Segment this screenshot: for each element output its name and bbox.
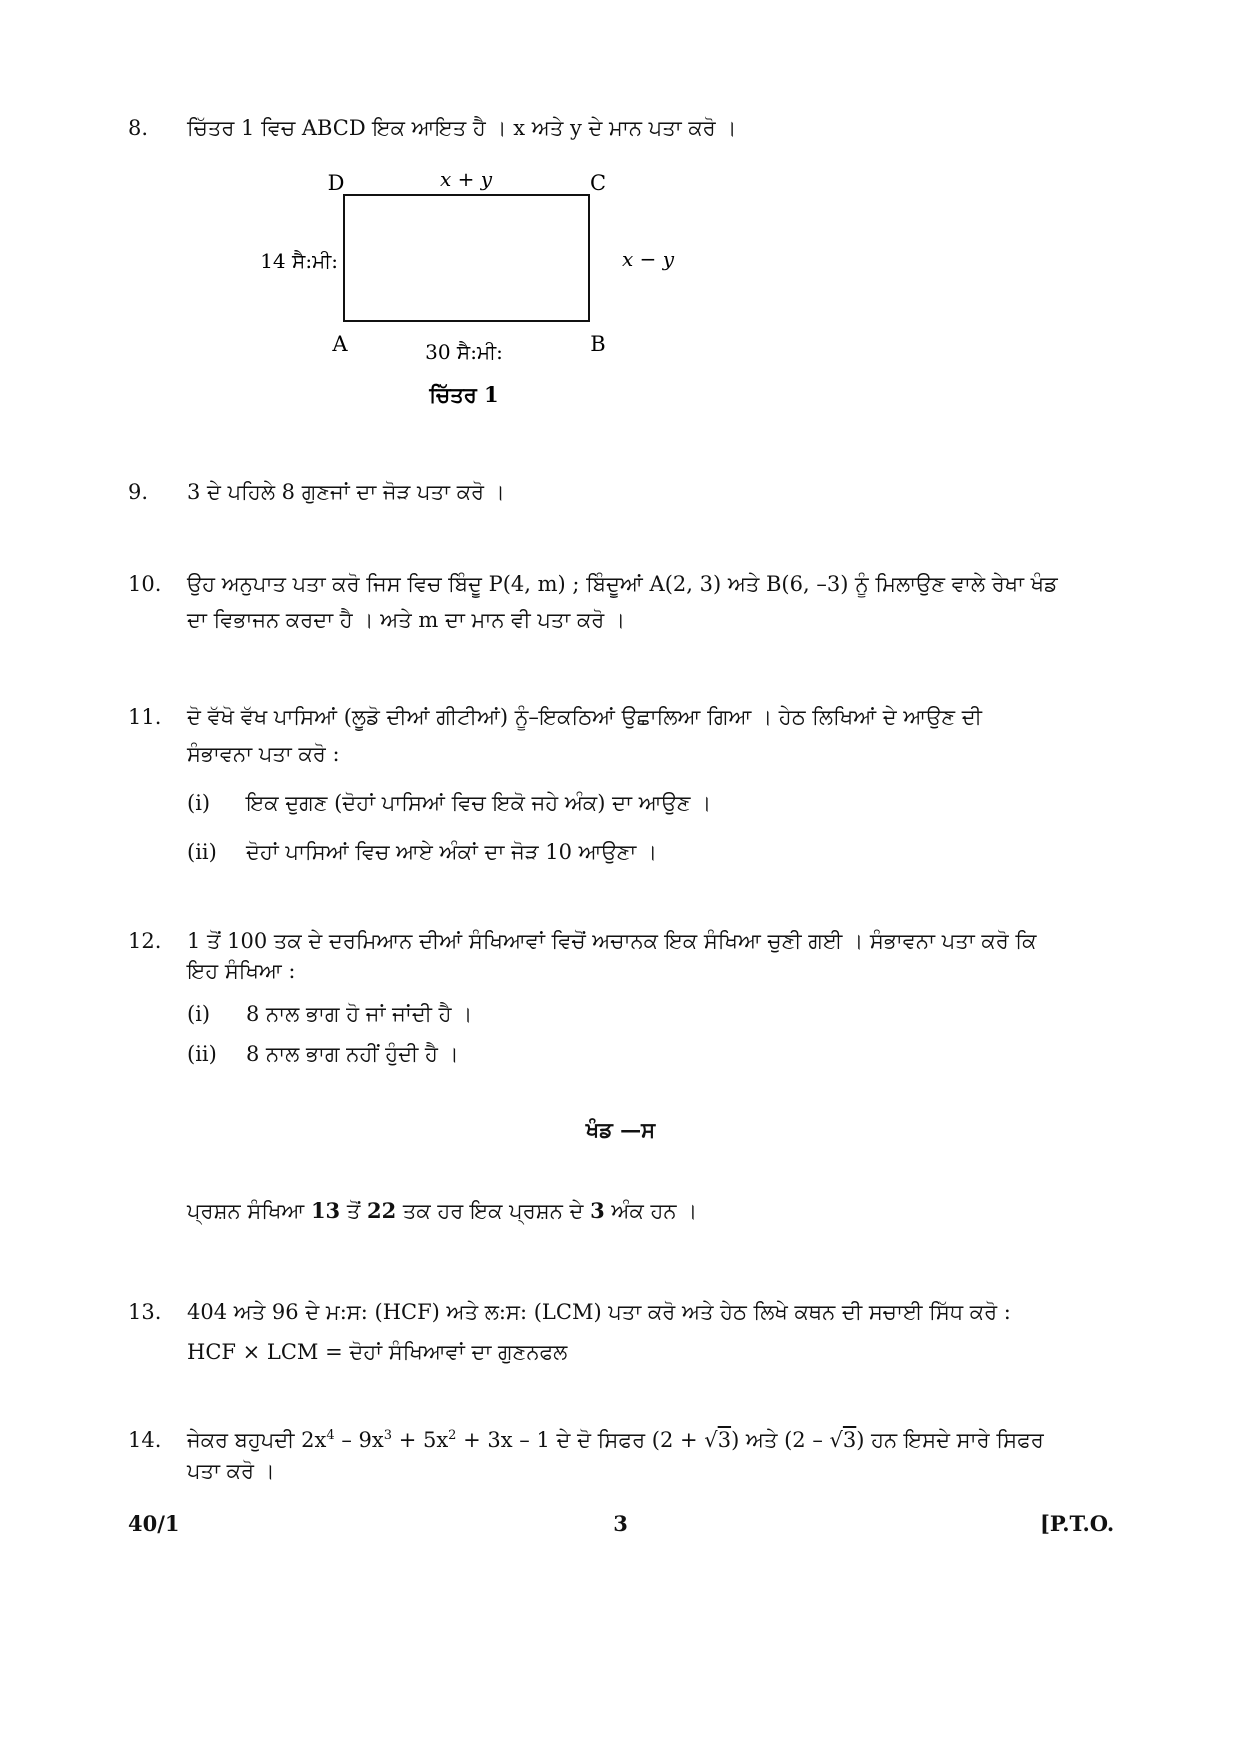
section-heading: ਖੰਡ —ਸ: [585, 1117, 656, 1142]
figure-1-rectangle: [230, 150, 680, 410]
q12-part-ii-label: (ii): [187, 1042, 217, 1066]
q12-part-ii-text: 8 ਨਾਲ ਭਾਗ ਨਹੀਂ ਹੁੰਦੀ ਹੈ ।: [246, 1042, 459, 1066]
label-A: A: [332, 332, 348, 356]
label-B: B: [590, 332, 606, 356]
rectangle-abcd: [344, 195, 589, 321]
side-top-label: x + y: [439, 167, 493, 191]
side-right-label: x − y: [621, 247, 675, 271]
q14-line-1: ਜੇਕਰ ਬਹੁਪਦੀ $2x^4 - 9x^3 + 5x^2 + 3x - 1$ ਦੇ ਦੋ ਸਿਫਰ (2 + √3) ਅਤੇ (2 – √3) ਹਨ ਇਸਦੇ ਸਾਰੇ ਸਿਫਰ: [187, 1428, 1044, 1452]
q11-line-2: ਸੰਭਾਵਨਾ ਪਤਾ ਕਰੋ :: [187, 742, 340, 766]
q13-line-1: 404 ਅਤੇ 96 ਦੇ ਮ:ਸ: (HCF) ਅਤੇ ਲ:ਸ: (LCM) ਪਤਾ ਕਰੋ ਅਤੇ ਹੇਠ ਲਿਖੇ ਕਥਨ ਦੀ ਸਚਾਈ ਸਿੱਧ ਕਰੋ :: [187, 1300, 1011, 1324]
label-D: D: [327, 171, 345, 195]
paper-code: 40/1: [128, 1511, 180, 1536]
q11-line-1: ਦੋ ਵੱਖੋ ਵੱਖ ਪਾਸਿਆਂ (ਲੂਡੋ ਦੀਆਂ ਗੀਟੀਆਂ) ਨੂੰ–ਇਕਠਿਆਂ ਉਛਾਲਿਆ ਗਿਆ । ਹੇਠ ਲਿਖਿਆਂ ਦੇ ਆਉਣ ਦੀ: [187, 705, 982, 729]
q12-line-2: ਇਹ ਸੰਖਿਆ :: [187, 959, 296, 983]
q10-number: 10.: [128, 572, 162, 596]
q13-line-2: HCF × LCM = ਦੋਹਾਂ ਸੰਖਿਆਵਾਂ ਦਾ ਗੁਣਨਫਲ: [187, 1340, 568, 1364]
side-bottom-label: 30 ਸੈ:ਮੀ:: [425, 340, 503, 364]
q11-part-ii-label: (ii): [187, 840, 217, 864]
q11-part-ii-text: ਦੋਹਾਂ ਪਾਸਿਆਂ ਵਿਚ ਆਏ ਅੰਕਾਂ ਦਾ ਜੋੜ 10 ਆਉਣਾ ।: [246, 840, 658, 864]
q8-number: 8.: [128, 116, 149, 140]
q9-number: 9.: [128, 480, 149, 504]
pto-marker: [P.T.O.: [1040, 1511, 1115, 1536]
q11-number: 11.: [128, 705, 162, 729]
q9-text: 3 ਦੇ ਪਹਿਲੇ 8 ਗੁਣਜਾਂ ਦਾ ਜੋੜ ਪਤਾ ਕਰੋ ।: [187, 480, 505, 504]
q10-line-1: ਉਹ ਅਨੁਪਾਤ ਪਤਾ ਕਰੋ ਜਿਸ ਵਿਚ ਬਿੰਦੂ P(4, m) ; ਬਿੰਦੂਆਂ A(2, 3) ਅਤੇ B(6, –3) ਨੂੰ ਮਿਲਾਉਣ ਵਾਲੇ ਰੇਖਾ ਖੰਡ: [187, 572, 1058, 596]
q14-line-2: ਪਤਾ ਕਰੋ ।: [187, 1459, 275, 1483]
side-left-label: 14 ਸੈ:ਮੀ:: [260, 249, 338, 273]
q11-part-i-label: (i): [187, 791, 211, 815]
page-number: 3: [613, 1511, 628, 1536]
q8-text: ਚਿੱਤਰ 1 ਵਿਚ ABCD ਇਕ ਆਇਤ ਹੈ । x ਅਤੇ y ਦੇ ਮਾਨ ਪਤਾ ਕਰੋ ।: [187, 116, 737, 140]
q12-part-i-text: 8 ਨਾਲ ਭਾਗ ਹੋ ਜਾਂ ਜਾਂਦੀ ਹੈ ।: [246, 1002, 473, 1026]
q12-part-i-label: (i): [187, 1002, 211, 1026]
figure-caption: ਚਿੱਤਰ 1: [429, 382, 499, 407]
section-instructions: ਪ੍ਰਸ਼ਨ ਸੰਖਿਆ 13 ਤੋਂ 22 ਤਕ ਹਰ ਇਕ ਪ੍ਰਸ਼ਨ ਦੇ 3 ਅੰਕ ਹਨ ।: [187, 1198, 698, 1223]
q11-part-i-text: ਇਕ ਦੁਗਣ (ਦੋਹਾਂ ਪਾਸਿਆਂ ਵਿਚ ਇਕੋ ਜਹੇ ਅੰਕ) ਦਾ ਆਉਣ ।: [246, 791, 712, 815]
label-C: C: [589, 171, 607, 195]
q12-number: 12.: [128, 929, 162, 953]
q13-number: 13.: [128, 1300, 162, 1324]
q10-line-2: ਦਾ ਵਿਭਾਜਨ ਕਰਦਾ ਹੈ । ਅਤੇ m ਦਾ ਮਾਨ ਵੀ ਪਤਾ ਕਰੋ ।: [187, 608, 626, 632]
q14-number: 14.: [128, 1428, 162, 1452]
q12-line-1: 1 ਤੋਂ 100 ਤਕ ਦੇ ਦਰਮਿਆਨ ਦੀਆਂ ਸੰਖਿਆਵਾਂ ਵਿਚੋਂ ਅਚਾਨਕ ਇਕ ਸੰਖਿਆ ਚੁਣੀ ਗਈ । ਸੰਭਾਵਨਾ ਪਤਾ ਕਰੋ ਕਿ: [187, 929, 1037, 953]
